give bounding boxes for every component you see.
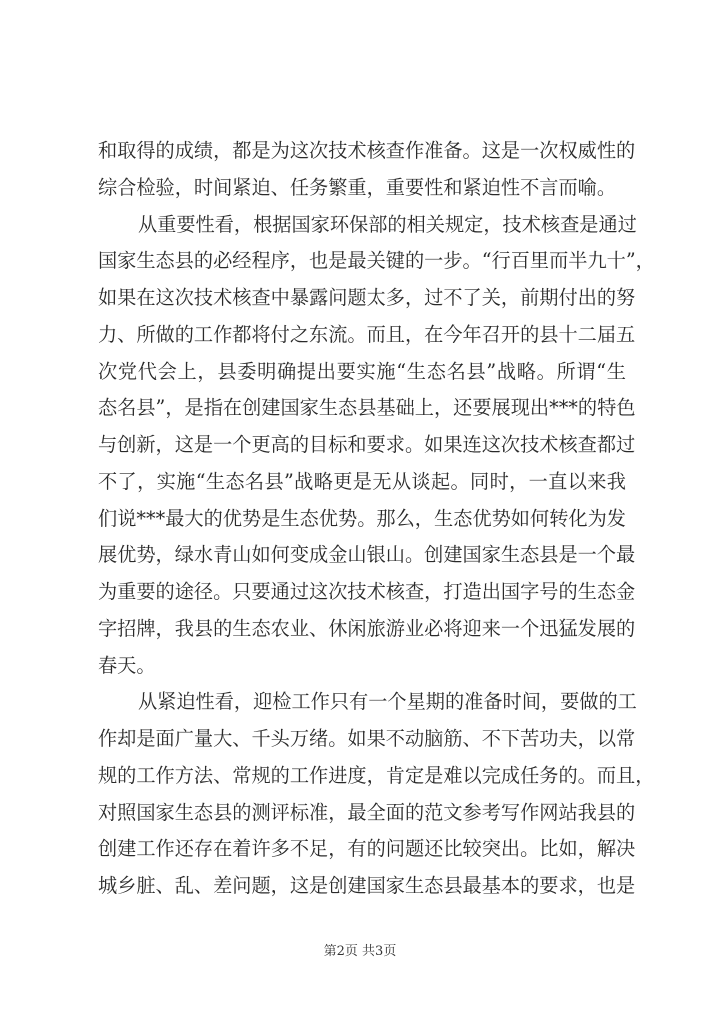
text-line: 为重要的途径。只要通过这次技术核查，打造出国字号的生态金 [98,580,636,603]
text-line: 态名县”，是指在创建国家生态县基础上，还要展现出***的特色 [98,396,636,420]
text-line: 与创新，这是一个更高的目标和要求。如果连这次技术核查都过 [98,433,636,456]
text-line: 展优势，绿水青山如何变成金山银山。创建国家生态县是一个最 [98,543,636,567]
text-line: 对照国家生态县的测评标准，最全面的范文参考写作网站我县的 [98,800,636,824]
page-number-footer: 第2页 共3页 [323,944,397,959]
text-line: 字招牌，我县的生态农业、休闲旅游业必将迎来一个迅猛发展的 [98,616,636,640]
text-line: 从重要性看，根据国家环保部的相关规定，技术核查是通过 [138,212,637,236]
text-line: 规的工作方法、常规的工作进度，肯定是难以完成任务的。而且， [98,763,655,787]
text-line: 和取得的成绩，都是为这次技术核查作准备。这是一次权威性的 [98,139,636,162]
text-line: 力、所做的工作都将付之东流。而且，在今年召开的县十二届五 [98,322,636,346]
text-line: 国家生态县的必经程序，也是最关键的一步。“行百里而半九十”， [98,249,655,273]
paragraph [98,684,655,905]
text-line: 综合检验，时间紧迫、任务繁重，重要性和紧迫性不言而喻。 [98,175,617,199]
text-line: 作却是面广量大、千头万绪。如果不动脑筋、不下苦功夫，以常 [98,727,636,750]
document-body [98,133,655,905]
text-line: 城乡脏、乱、差问题，这是创建国家生态县最基本的要求，也是 [98,874,636,897]
paragraph [98,133,636,207]
text-line: 创建工作还存在着许多不足，有的问题还比较突出。比如，解决 [98,837,636,861]
paragraph [98,207,655,685]
text-line: 从紧迫性看，迎检工作只有一个星期的准备时间，要做的工 [138,690,637,714]
text-line: 们说***最大的优势是生态优势。那么，生态优势如何转化为发 [98,506,626,530]
text-line: 如果在这次技术核查中暴露问题太多，过不了关，前期付出的努 [98,286,636,309]
text-line: 不了，实施“生态名县”战略更是无从谈起。同时，一直以来我 [98,469,626,493]
text-line: 春天。 [98,653,156,677]
text-line: 次党代会上，县委明确提出要实施“生态名县”战略。所谓“生 [98,359,626,383]
